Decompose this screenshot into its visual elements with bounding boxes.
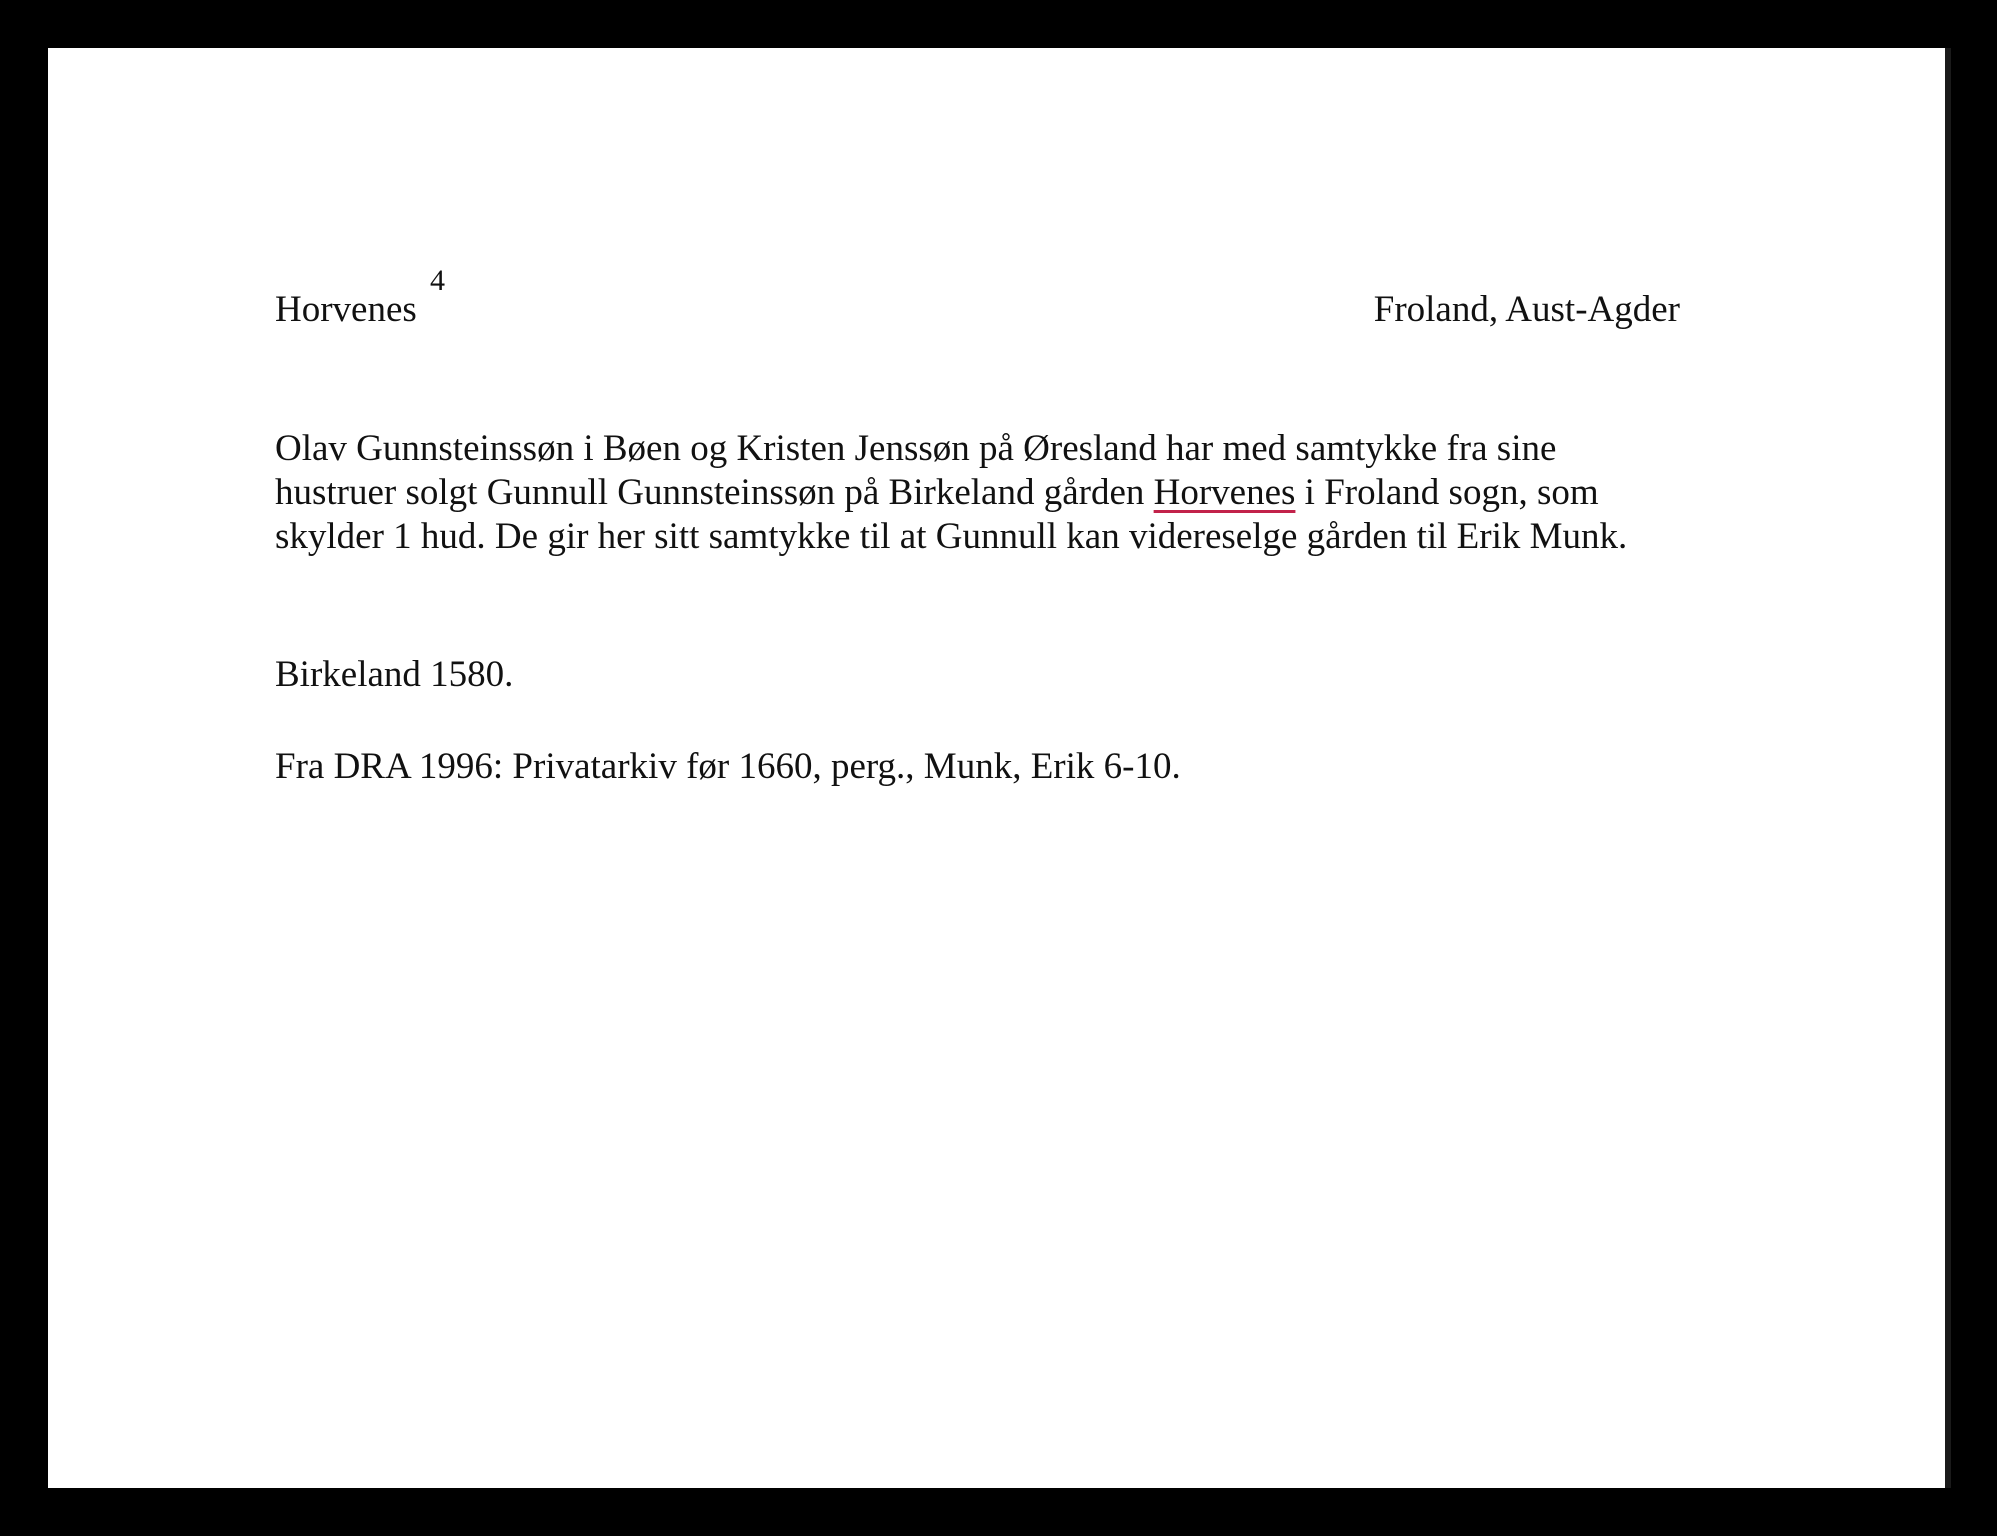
underlined-farm-name: Horvenes bbox=[1153, 472, 1296, 513]
summary-line-2 bbox=[275, 471, 1775, 515]
document-title: Horvenes bbox=[275, 289, 417, 330]
source-reference: Fra DRA 1996: Privatarkiv før 1660, perg., Munk, Erik 6-10. bbox=[275, 746, 1181, 787]
summary-line-2-end: i Froland sogn, som bbox=[1295, 472, 1599, 513]
document-card bbox=[48, 48, 1951, 1488]
document-location: Froland, Aust-Agder bbox=[1373, 289, 1680, 330]
summary-line-3: skylder 1 hud. De gir her sitt samtykke til at Gunnull kan videreselge gården til Erik Munk. bbox=[275, 516, 1628, 557]
document-number: 4 bbox=[430, 264, 445, 297]
summary-line-2-start: hustruer solgt Gunnull Gunnsteinssøn på Birkeland gården bbox=[275, 472, 1154, 513]
summary-line-1: Olav Gunnsteinssøn i Bøen og Kristen Jenssøn på Øresland har med samtykke fra sine bbox=[275, 428, 1557, 469]
document-summary bbox=[275, 427, 1775, 559]
place-and-date: Birkeland 1580. bbox=[275, 654, 514, 695]
